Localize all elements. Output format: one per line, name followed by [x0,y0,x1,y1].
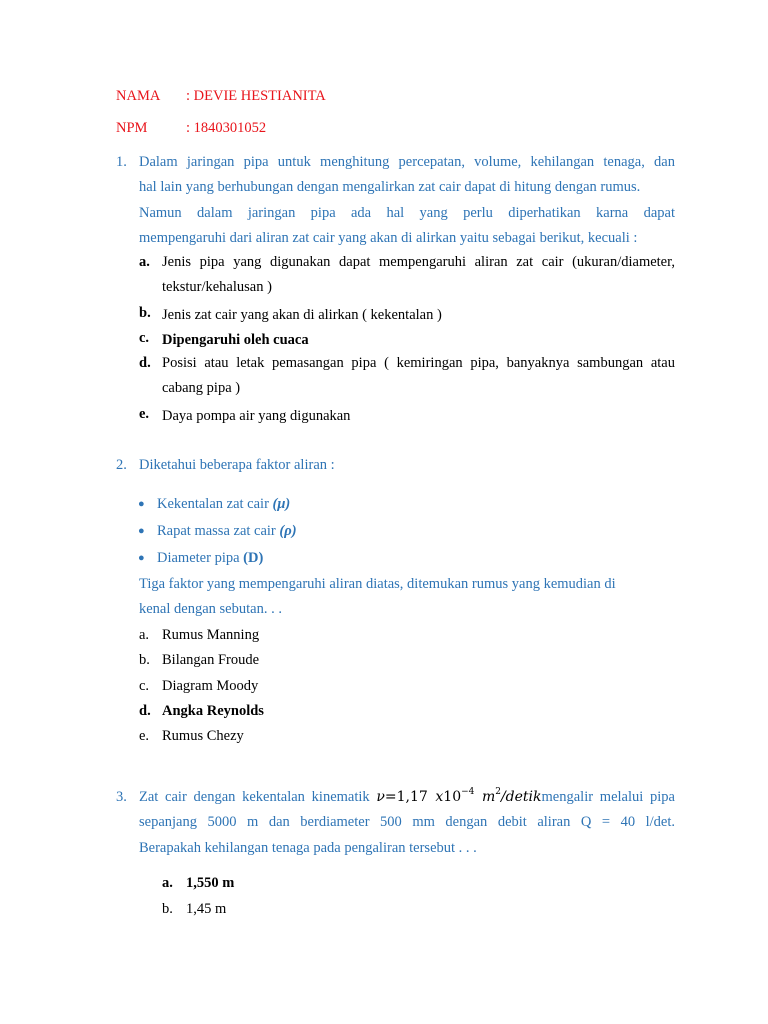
q2-bullet-1-text: Kekentalan zat cair [157,496,273,512]
q2-bullet-3 [157,548,263,568]
q2-option-a-text: Rumus Manning [162,627,260,643]
q2-option-e-text: Rumus Chezy [162,728,244,744]
bullet-icon: ● [138,525,145,537]
q1-option-c-text: Dipengaruhi oleh cuaca [162,332,309,348]
q1-option-a-letter: a. [139,254,150,270]
q3-line1-post: mengalir melalui pipa [541,789,675,805]
formula-10: 10 [443,789,462,805]
q1-line1: Dalam jaringan pipa untuk menghitung percepatan, volume, kehilangan tenaga, dan [139,154,675,170]
q3-formula [376,789,541,805]
q2-option-b-letter: b. [139,652,150,668]
q1-option-b-text: Jenis zat cair yang akan di alirkan ( kekentalan ) [162,307,442,323]
q3-line1 [139,785,675,810]
q2-bullet-1-symbol: (μ) [272,496,291,512]
formula-x: x [435,789,444,805]
q2-bullet-2-symbol: (ρ) [279,523,297,539]
formula-nu: ν [376,789,385,805]
q3-line3: Berapakah kehilangan tenaga pada pengaliran tersebut . . . [139,839,477,856]
q2-follow-line2: kenal dengan sebutan. . . [139,601,282,617]
q2-option-c-text: Diagram Moody [162,678,259,694]
q1-line3: Namun dalam jaringan pipa ada hal yang perlu diperhatikan karna dapat [139,204,675,221]
q3-line2: sepanjang 5000 m dan berdiameter 500 mm dengan debit aliran Q = 40 l/det. [139,814,675,831]
q1-option-a-text2: tekstur/kehalusan ) [162,279,272,296]
q2-option-e-letter: e. [139,728,150,744]
q3-option-b-text: 1,45 m [186,901,227,917]
q3-text [139,785,675,861]
q1-option-d-text1: Posisi atau letak pemasangan pipa ( kemiringan pipa, banyaknya sambungan atau [162,355,675,371]
q1-line2: hal lain yang berhubungan dengan mengalirkan zat cair dapat di hitung dengan rumus. [139,179,641,196]
q1-option-a-text1: Jenis pipa yang digunakan dapat mempengaruhi aliran zat cair (ukuran/diameter, [162,254,675,270]
q3-number: 3. [116,789,127,805]
q2-bullet-2 [157,521,297,541]
formula-unit: /detik [500,789,542,805]
formula-m: m [481,789,496,805]
q2-bullet-3-text: Diameter pipa [157,550,244,566]
name-value: : DEVIE HESTIANITA [186,88,326,104]
q2-number: 2. [116,457,127,473]
q2-option-c-letter: c. [139,678,150,694]
q2-follow-line1: Tiga faktor yang mempengaruhi aliran diatas, ditemukan rumus yang kemudian di [139,576,616,592]
q1-option-b-letter: b. [139,305,151,321]
q2-text: Diketahui beberapa faktor aliran : [139,457,335,473]
q1-option-d-letter: d. [139,355,151,371]
bullet-icon: ● [138,552,145,564]
q1-line4: mempengaruhi dari aliran zat cair yang akan di alirkan yaitu sebagai berikut, kecuali : [139,229,638,246]
q2-bullet-3-symbol: (D) [243,550,264,566]
q3-option-b-letter: b. [162,901,173,917]
q3-option-a-letter: a. [162,875,173,891]
q1-option-d [162,351,675,402]
npm-value: : 1840301052 [186,120,267,136]
q1-option-e-letter: e. [139,406,150,422]
q1-option-e-text: Daya pompa air yang digunakan [162,408,351,424]
q1-text [139,150,675,251]
q1-option-a [162,250,675,301]
npm-label: NPM [116,120,148,136]
bullet-icon: ● [138,498,145,510]
formula-exp: −4 [461,787,475,797]
formula-m-exp: 2 [495,787,501,797]
q2-option-a-letter: a. [139,627,150,643]
formula-eq: =1,17 [384,789,436,805]
name-label: NAMA [116,88,161,104]
q2-option-b-text: Bilangan Froude [162,652,260,668]
q3-option-a-text: 1,550 m [186,875,235,891]
q1-option-d-text2: cabang pipa ) [162,380,241,397]
q2-option-d-letter: d. [139,703,151,719]
q1-number: 1. [116,154,127,170]
q3-line1-pre: Zat cair dengan kekentalan kinematik [139,789,377,805]
q2-bullet-1 [157,494,290,514]
q1-option-c-letter: c. [139,330,150,346]
q2-bullet-2-text: Rapat massa zat cair [157,523,280,539]
q2-option-d-text: Angka Reynolds [162,703,264,719]
